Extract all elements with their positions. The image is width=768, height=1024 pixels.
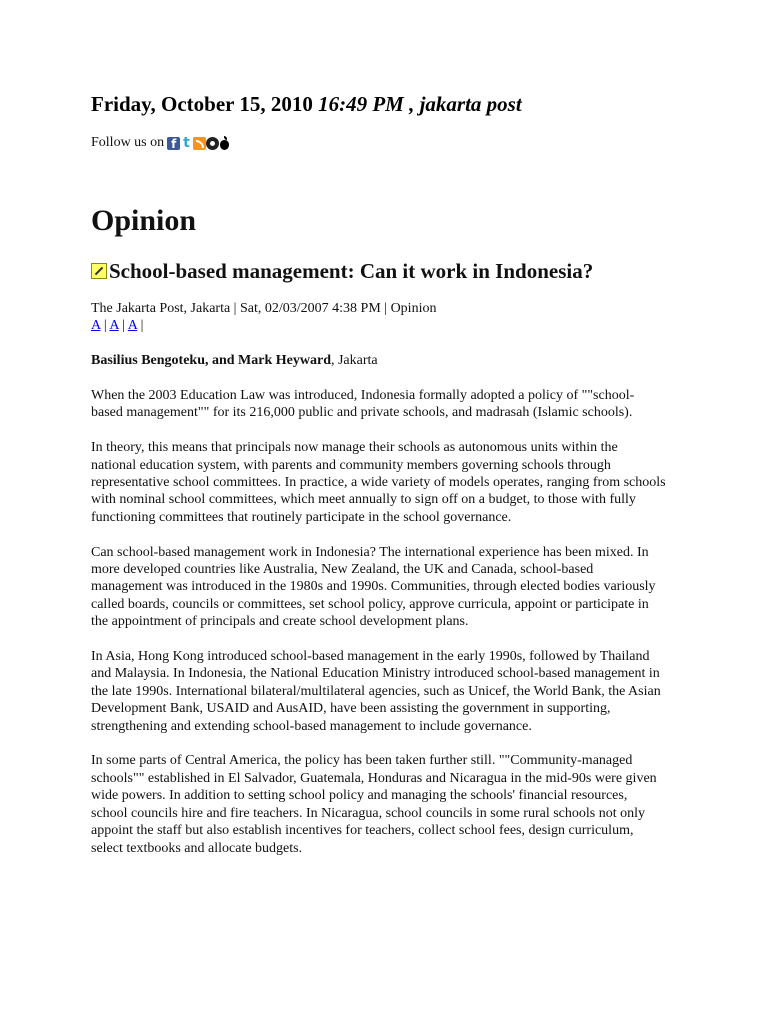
paragraph: In Asia, Hong Kong introduced school-based management in the early 1990s, followed by Thailand and Malaysia. In Indonesia, the National Education Ministry introduced school-based management in the late 1990s. International bilateral/multilateral agencies, such as Unicef, the World Bank, the Asian Development Bank, USAID and AusAID, have been assisting the government in supporting, strengthening and extending school-based management to include governance. <box>91 649 661 734</box>
date-text: Friday, October 15, 2010 <box>91 92 313 116</box>
headline-text: School-based management: Can it work in Indonesia? <box>109 259 594 283</box>
dateline <box>91 90 522 118</box>
font-link-separator: | <box>118 318 128 333</box>
font-size-small-link[interactable]: A <box>91 318 101 333</box>
facebook-icon[interactable] <box>167 137 180 150</box>
edit-icon <box>91 263 107 279</box>
social-icons <box>167 137 230 150</box>
follow-us <box>91 134 230 152</box>
paragraph: In theory, this means that principals now manage their schools as autonomous units within the national education system, with parents and community members governing schools through representative school committees. In practice, a wide variety of models operates, ranging from schools with nominal school committees, which meet annually to sign off on a budget, to those with fully functioning committees that routinely participate in the school governance. <box>91 440 666 525</box>
font-size-large-link[interactable]: A <box>127 318 138 333</box>
article-body <box>91 387 666 874</box>
section-title: Opinion <box>91 204 197 237</box>
paragraph: In some parts of Central America, the policy has been taken further still. ""Community-managed schools"" established in El Salvador, Guatemala, Honduras and Nicaragua in the mid-90s were given wide powers. In addition to setting school policy and managing the schools' financial resources, school councils hire and fire teachers. In Nicaragua, school councils in some rural schools not only appoint the staff but also establish incentives for teachers, collect school fees, design curriculum, select textbooks and allocate budgets. <box>91 753 657 856</box>
author-line <box>91 352 378 369</box>
font-size-medium-link[interactable]: A <box>109 318 119 333</box>
paragraph: Can school-based management work in Indonesia? The international experience has been mixed. In more developed countries like Australia, New Zealand, the UK and Canada, school-based management was introduced in the 1980s and 1990s. Communities, through elected bodies variously called boards, councils or committees, set school policy, approve curricula, appoint or participate in the appointment of principals and create school development plans. <box>91 544 656 630</box>
rss-icon[interactable] <box>193 137 206 150</box>
font-size-links <box>91 317 143 334</box>
font-link-separator: | <box>100 318 110 333</box>
article-headline <box>91 257 593 285</box>
blackberry-icon[interactable] <box>206 137 219 150</box>
paragraph: When the 2003 Education Law was introduced, Indonesia formally adopted a policy of ""school-based management"" for its 216,000 public and private schools, and madrasah (Islamic schools). <box>91 388 635 421</box>
time-source-text: 16:49 PM , jakarta post <box>318 92 522 116</box>
article-meta: The Jakarta Post, Jakarta | Sat, 02/03/2007 4:38 PM | Opinion <box>91 301 437 316</box>
apple-icon[interactable] <box>219 137 230 150</box>
twitter-icon[interactable] <box>180 137 193 150</box>
follow-label: Follow us on <box>91 135 165 150</box>
author-names: Basilius Bengoteku, and Mark Heyward <box>91 353 331 368</box>
font-link-separator: | <box>137 318 144 333</box>
author-location: , Jakarta <box>330 353 378 368</box>
